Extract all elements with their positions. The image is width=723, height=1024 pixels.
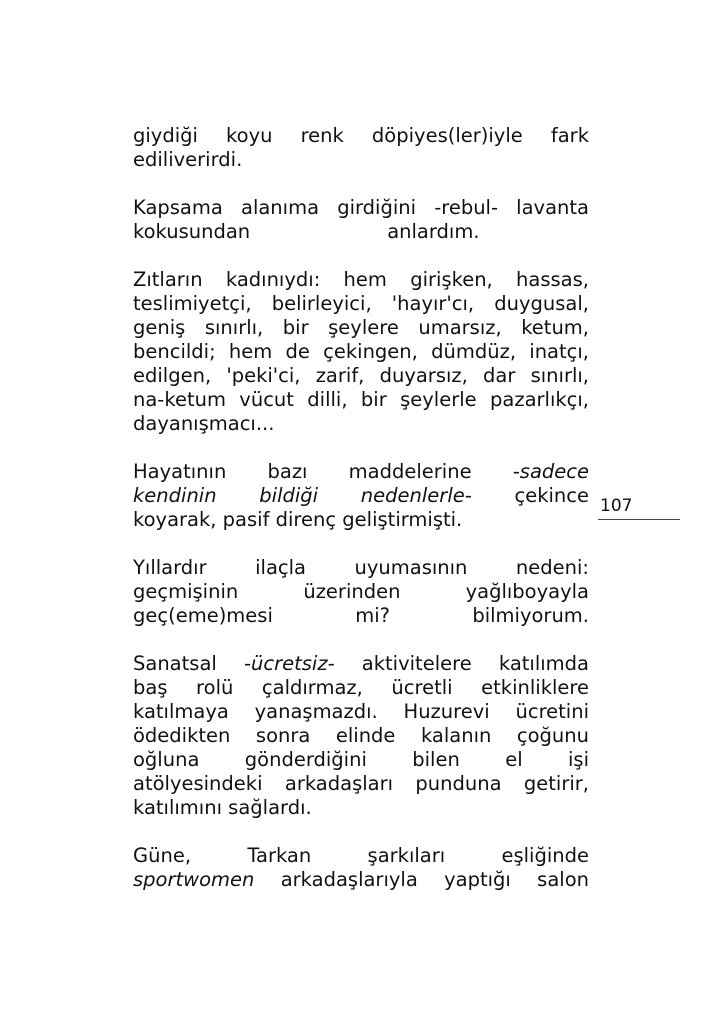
text-line (133, 196, 589, 220)
text-line (133, 652, 589, 676)
paragraph-gap (133, 172, 589, 196)
text-line (133, 676, 589, 700)
text-run: Sanatsal (133, 652, 244, 675)
text-run: dayanışmacı... (133, 412, 275, 435)
italic-text: -ücretsiz- (243, 652, 335, 675)
text-line (133, 580, 589, 604)
text-run: na-ketum vücut dilli, bir şeylerle pazarlıkçı, (133, 388, 589, 411)
text-run: katılmaya yanaşmazdı. Huzurevi ücretini (133, 700, 589, 723)
page-number-rule (598, 519, 680, 520)
paragraph-gap (133, 820, 589, 844)
text-run: katılımını sağlardı. (133, 796, 312, 819)
text-line (133, 700, 589, 724)
text-line (133, 556, 589, 580)
italic-text: -sadece (512, 460, 589, 483)
text-run: edilgen, 'peki'ci, zarif, duyarsız, dar sınırlı, (133, 364, 589, 387)
paragraph-gap (133, 436, 589, 460)
text-line (133, 772, 589, 796)
body-text (133, 124, 589, 892)
text-run: Zıtların kadınıydı: hem girişken, hassas, (133, 268, 589, 291)
text-line (133, 364, 589, 388)
text-line (133, 508, 589, 532)
text-line (133, 604, 589, 628)
text-line (133, 268, 589, 292)
text-line (133, 724, 589, 748)
text-run: Yıllardır ilaçla uyumasının nedeni: (133, 556, 589, 579)
text-line (133, 148, 589, 172)
text-line (133, 124, 589, 148)
text-line (133, 484, 589, 508)
page-number: 107 (600, 496, 633, 516)
text-run: geçmişinin üzerinden yağlıboyayla (133, 580, 589, 603)
paragraph (133, 844, 589, 892)
paragraph-gap (133, 532, 589, 556)
text-run: teslimiyetçi, belirleyici, 'hayır'cı, duygusal, (133, 292, 589, 315)
text-line (133, 220, 480, 244)
text-line (133, 796, 589, 820)
paragraph-gap (133, 628, 589, 652)
text-line (133, 412, 589, 436)
text-run: giydiği koyu renk döpiyes(ler)iyle fark (133, 124, 589, 147)
text-run: arkadaşlarıyla yaptığı salon (254, 868, 589, 891)
text-line (133, 460, 589, 484)
text-run: kokusundan anlardım. (133, 220, 480, 243)
text-run: Kapsama alanıma girdiğini -rebul- lavanta (133, 196, 589, 219)
text-run: Güne, Tarkan şarkıları eşliğinde (133, 844, 589, 867)
text-line (133, 316, 589, 340)
text-run: geç(eme)mesi mi? bilmiyorum. (133, 604, 589, 627)
paragraph (133, 268, 589, 436)
paragraph-gap (133, 244, 589, 268)
text-line (133, 340, 589, 364)
text-run: koyarak, pasif direnç geliştirmişti. (133, 508, 463, 531)
text-line (133, 868, 589, 892)
text-run: ödedikten sonra elinde kalanın çoğunu (133, 724, 589, 747)
text-run: oğluna gönderdiğini bilen el işi (133, 748, 589, 771)
text-run: bencildi; hem de çekingen, dümdüz, inatçı, (133, 340, 589, 363)
italic-text: kendinin bildiği nedenlerle- (133, 484, 472, 507)
paragraph (133, 460, 589, 532)
text-line (133, 292, 589, 316)
text-line (133, 388, 589, 412)
paragraph (133, 652, 589, 820)
text-run: atölyesindeki arkadaşları punduna getirir, (133, 772, 589, 795)
text-run: çekince (471, 484, 589, 507)
text-run: ediliverirdi. (133, 148, 243, 171)
text-run: geniş sınırlı, bir şeylere umarsız, ketum, (133, 316, 589, 339)
text-line (133, 844, 589, 868)
paragraph (133, 124, 589, 172)
text-run: aktivitelere katılımda (334, 652, 589, 675)
italic-text: sportwomen (133, 868, 255, 891)
text-line (133, 748, 589, 772)
text-run: baş rolü çaldırmaz, ücretli etkinliklere (133, 676, 589, 699)
paragraph (133, 196, 589, 244)
paragraph (133, 556, 589, 628)
text-run: Hayatının bazı maddelerine (133, 460, 513, 483)
